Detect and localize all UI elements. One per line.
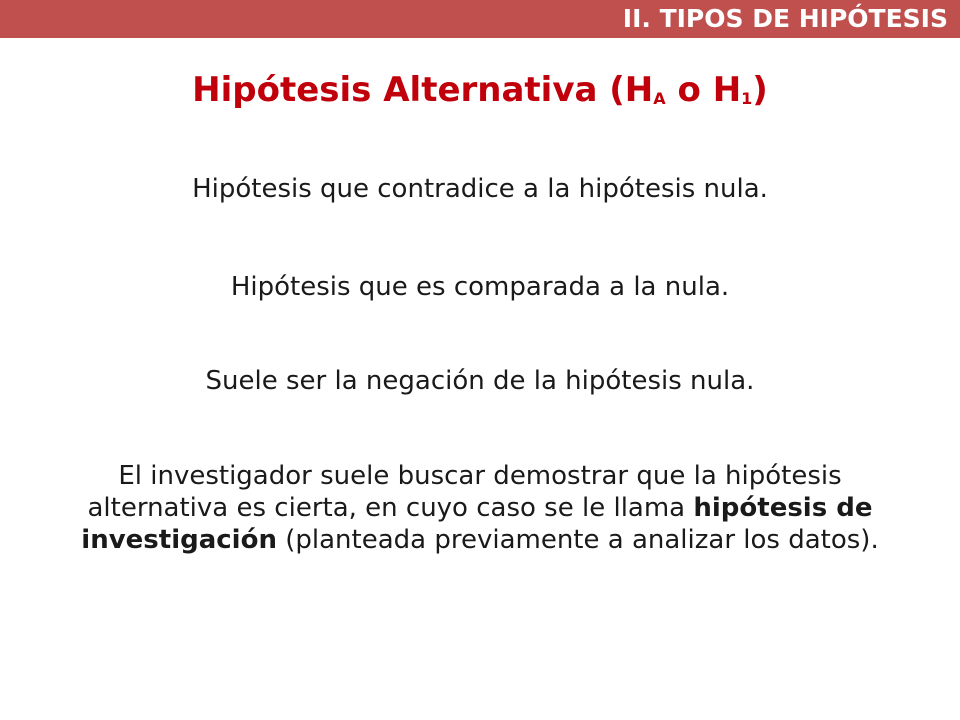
paragraph-negation-of-null: Suele ser la negación de la hipótesis nula.: [205, 366, 755, 396]
slide-title: [0, 68, 960, 118]
p4-text-before: El investigador suele buscar demostrar que la hipótesis alternativa es cierta, en cuyo caso se le llama: [87, 461, 842, 523]
p4-bold-term: hipótesis de investigación: [81, 493, 873, 555]
section-title: II. TIPOS DE HIPÓTESIS: [622, 4, 948, 33]
title-subscript-a: A: [653, 89, 666, 108]
section-banner: [0, 0, 960, 38]
title-main: Hipótesis Alternativa (H: [192, 70, 654, 110]
paragraph-contradicts-null: Hipótesis que contradice a la hipótesis nula.: [192, 174, 768, 204]
paragraph-research-hypothesis: [60, 460, 900, 556]
paragraph-compared-to-null: Hipótesis que es comparada a la nula.: [230, 272, 730, 302]
title-or: o H: [665, 70, 742, 110]
p4-text-after: (planteada previamente a analizar los datos).: [276, 525, 879, 555]
title-subscript-1: 1: [741, 89, 753, 108]
title-close: ): [752, 70, 768, 110]
